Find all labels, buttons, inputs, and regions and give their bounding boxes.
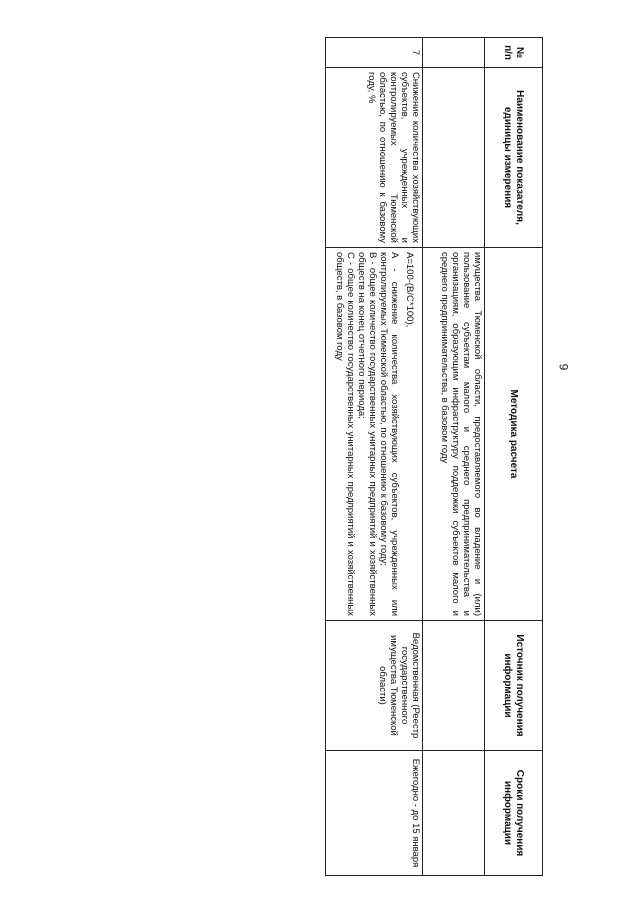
indicator-name: Снижение количества хозяйствующих субъектов, учрежденных и контролируемых Тюменской областью, по отношению к базовому году, % xyxy=(326,68,423,248)
rotated-page-content xyxy=(325,37,543,875)
table-header-row xyxy=(485,38,543,876)
header-number: № п/п xyxy=(485,38,543,68)
cell-empty xyxy=(423,38,485,68)
cell-empty xyxy=(423,751,485,876)
table-row xyxy=(326,38,423,876)
cell-empty xyxy=(423,68,485,248)
header-deadline: Сроки получения информации xyxy=(485,751,543,876)
info-deadline: Ежегодно - до 15 января xyxy=(326,751,423,876)
definition-b: В - общее количество государственных унитарных предприятий и хозяйственных обществ на конец отчетного периода; xyxy=(356,252,379,616)
cell-empty xyxy=(423,621,485,751)
definition-c: С - общее количество государственных унитарных предприятий и хозяйственных обществ, в базовом году xyxy=(334,252,357,616)
page-number: 9 xyxy=(556,363,571,371)
method-cell xyxy=(326,248,423,621)
formula: А=100-(В/С*100), xyxy=(404,252,415,328)
table-row-continuation xyxy=(423,38,485,876)
definition-a: А - снижение количества хозяйствующих субъектов, учрежденных или контролируемых Тюменской областью, по отношению к базовому году; xyxy=(378,252,401,616)
indicator-table xyxy=(325,37,543,876)
info-source: Ведомственная (Реестр государственного имущества Тюменской области) xyxy=(326,621,423,751)
header-source: Источник получения информации xyxy=(485,621,543,751)
header-method: Методика расчета xyxy=(485,248,543,621)
continuation-text: имущества Тюменской области, предоставляемого во владение и (или) пользование субъектам малого и среднего предпринимательства и организациям, образующим инфраструктуру поддержки субъектов малого и среднего предпринимательства, в базовом году xyxy=(423,248,485,621)
row-number: 7 xyxy=(326,38,423,68)
header-indicator: Наименование показателя, единицы измерения xyxy=(485,68,543,248)
